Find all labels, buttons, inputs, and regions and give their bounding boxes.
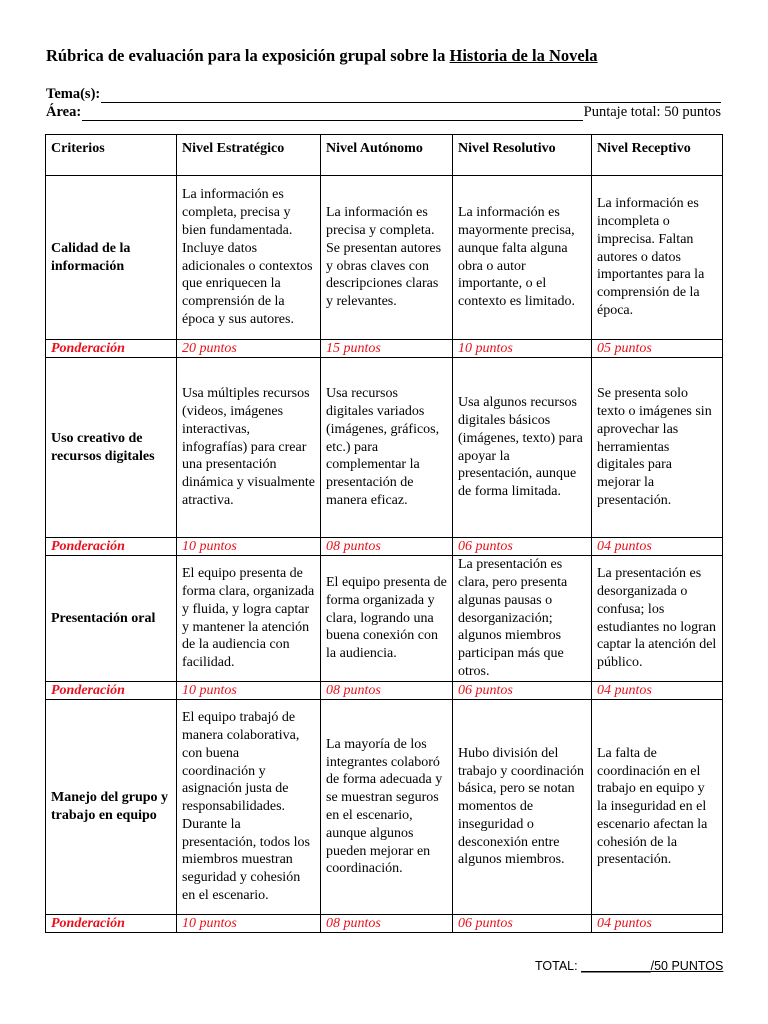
weight-row — [46, 538, 723, 556]
weight-label: Ponderación — [46, 538, 177, 556]
header-row — [46, 135, 723, 176]
weight-value: 08 puntos — [321, 538, 453, 556]
level-cell: El equipo presenta de forma organizada y clara, logrando una buena conexión con la audiencia. — [321, 556, 453, 682]
criterion-row — [46, 358, 723, 538]
weight-value: 10 puntos — [177, 682, 321, 700]
weight-value: 08 puntos — [321, 682, 453, 700]
level-cell: La información es completa, precisa y bien fundamentada. Incluye datos adicionales o contextos que enriquecen la comprensión de la época y sus autores. — [177, 176, 321, 340]
criterion-label: Calidad de la información — [46, 176, 177, 340]
weight-row — [46, 340, 723, 358]
level-cell: El equipo trabajó de manera colaborativa, con buena coordinación y asignación justa de responsabilidades. Durante la presentación, todos los miembros muestran seguridad y cohesión en el escenario. — [177, 700, 321, 915]
area-field — [46, 104, 721, 121]
header-nivel-receptivo: Nivel Receptivo — [592, 135, 723, 176]
header-nivel-estrategico: Nivel Estratégico — [177, 135, 321, 176]
rubric-table — [45, 134, 723, 933]
weight-value: 20 puntos — [177, 340, 321, 358]
level-cell: La presentación es desorganizada o confusa; los estudiantes no logran captar la atención del público. — [592, 556, 723, 682]
tema-field — [46, 86, 721, 103]
level-cell: Hubo división del trabajo y coordinación básica, pero se notan momentos de inseguridad o desconexión entre algunos miembros. — [453, 700, 592, 915]
title-prefix: Rúbrica de evaluación para la exposición grupal sobre la — [46, 46, 450, 65]
level-cell: Se presenta solo texto o imágenes sin aprovechar las herramientas digitales para mejorar la presentación. — [592, 358, 723, 538]
level-cell: Usa algunos recursos digitales básicos (imágenes, texto) para apoyar la presentación, aunque de forma limitada. — [453, 358, 592, 538]
level-cell: La información es precisa y completa. Se presentan autores y obras claves con descripciones claras y relevantes. — [321, 176, 453, 340]
weight-value: 08 puntos — [321, 915, 453, 933]
weight-value: 10 puntos — [453, 340, 592, 358]
level-cell: La mayoría de los integrantes colaboró de forma adecuada y se muestran seguros en el escenario, aunque algunos pueden mejorar en coordinación. — [321, 700, 453, 915]
weight-value: 06 puntos — [453, 915, 592, 933]
total-suffix: /50 PUNTOS — [650, 959, 724, 973]
criterion-row — [46, 176, 723, 340]
level-cell: El equipo presenta de forma clara, organizada y fluida, y logra captar y mantener la atención de la audiencia con facilidad. — [177, 556, 321, 682]
weight-value: 15 puntos — [321, 340, 453, 358]
tema-label: Tema(s): — [46, 86, 101, 102]
level-cell: Usa múltiples recursos (videos, imágenes interactivas, infografías) para crear una presentación dinámica y visualmente atractiva. — [177, 358, 321, 538]
area-label: Área: — [46, 104, 82, 120]
weight-value: 10 puntos — [177, 915, 321, 933]
total-blank: __________ — [581, 959, 651, 973]
weight-value: 04 puntos — [592, 538, 723, 556]
level-cell: La presentación es clara, pero presenta algunas pausas o desorganización; algunos miembros participan más que otros. — [453, 556, 592, 682]
criterion-row — [46, 556, 723, 682]
weight-value: 05 puntos — [592, 340, 723, 358]
area-blank-line — [82, 109, 582, 121]
weight-row — [46, 915, 723, 933]
header-criterios: Criterios — [46, 135, 177, 176]
criterion-label: Manejo del grupo y trabajo en equipo — [46, 700, 177, 915]
criterion-label: Presentación oral — [46, 556, 177, 682]
header-nivel-autonomo: Nivel Autónomo — [321, 135, 453, 176]
weight-value: 04 puntos — [592, 915, 723, 933]
weight-label: Ponderación — [46, 340, 177, 358]
header-nivel-resolutivo: Nivel Resolutivo — [453, 135, 592, 176]
criterion-label: Uso creativo de recursos digitales — [46, 358, 177, 538]
total-score-text: Puntaje total: 50 puntos — [583, 104, 721, 120]
level-cell: La información es mayormente precisa, aunque falta alguna obra o autor importante, o el contexto es limitado. — [453, 176, 592, 340]
criterion-row — [46, 700, 723, 915]
weight-value: 04 puntos — [592, 682, 723, 700]
total-label: TOTAL: — [535, 959, 582, 973]
weight-label: Ponderación — [46, 682, 177, 700]
weight-value: 06 puntos — [453, 682, 592, 700]
level-cell: La información es incompleta o imprecisa. Faltan autores o datos importantes para la comprensión de la época. — [592, 176, 723, 340]
tema-blank-line — [101, 91, 721, 103]
weight-row — [46, 682, 723, 700]
weight-label: Ponderación — [46, 915, 177, 933]
title-topic: Historia de la Novela — [449, 46, 598, 65]
weight-value: 06 puntos — [453, 538, 592, 556]
level-cell: Usa recursos digitales variados (imágenes, gráficos, etc.) para complementar la presentación de manera eficaz. — [321, 358, 453, 538]
weight-value: 10 puntos — [177, 538, 321, 556]
document-title — [46, 46, 598, 66]
level-cell: La falta de coordinación en el trabajo en equipo y la inseguridad en el escenario afectan la cohesión de la presentación. — [592, 700, 723, 915]
total-line — [535, 959, 723, 973]
